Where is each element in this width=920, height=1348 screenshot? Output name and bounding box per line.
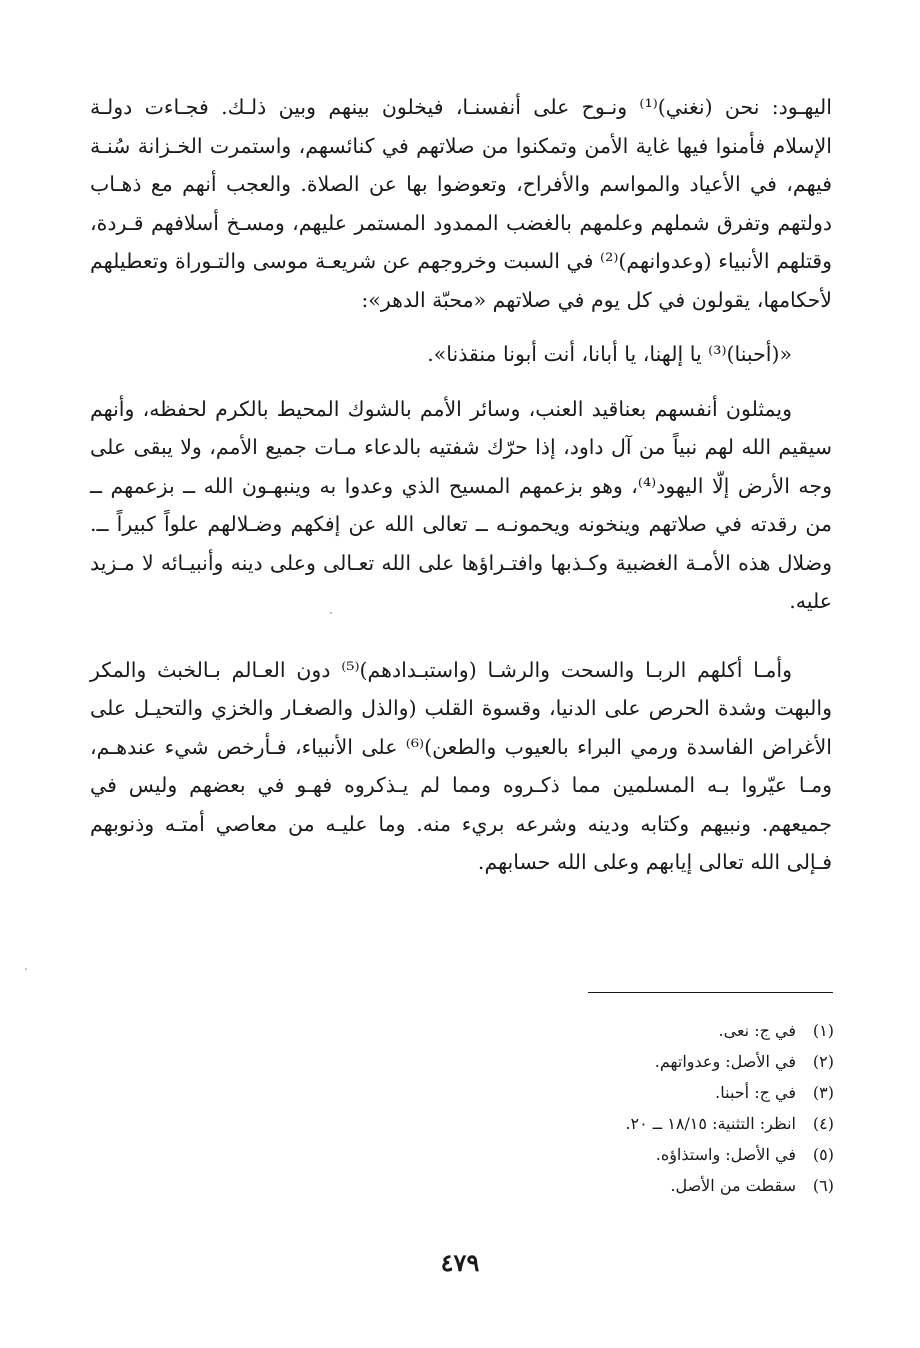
footnote-text: في الأصل: وعدواتهم. xyxy=(654,1052,796,1071)
footnote-item xyxy=(440,1015,834,1046)
paragraph-2: ويمثلون أنفسهم بعناقيد العنب، وسائر الأمم بالشوك المحيط بالكرم لحفظه، وأنهم سيقيم الله لهم نبياً من آل داود، إذا حرّك شفتيه بالدعاء مـات جميع الأمم، ولا يبقى على وجه الأرض إلّا اليهود⁽⁴⁾، وهو بزعمهم المسيح الذي وعدوا به وينبهـون الله ــ بزعمهم ــ من رقدته في صلاتهم وينخونه ويحمونـه ــ تعالى الله عن إفكهم وضـلالهم علواً كبيراً ــ. وضلال هذه الأمـة الغضبية وكـذبها وافتـراؤها على الله تعـالى وعلى دينه وأنبيـائه لا مـزيد عليه. xyxy=(90,396,832,613)
footnote-text: في الأصل: واستذاؤه. xyxy=(655,1145,796,1164)
main-text-body xyxy=(90,88,832,882)
footnote-divider xyxy=(588,992,833,993)
scan-speck xyxy=(25,968,27,970)
footnote-number: (٢) xyxy=(812,1052,834,1071)
spacer xyxy=(90,621,832,651)
spacer xyxy=(90,319,832,335)
footnote-text: في ج: نعى. xyxy=(718,1021,796,1040)
scan-speck xyxy=(330,612,332,614)
spacer xyxy=(90,374,832,390)
footnote-number: (١) xyxy=(812,1021,834,1040)
footnote-text: في ج: أحبنا. xyxy=(715,1083,796,1102)
footnote-item xyxy=(440,1046,834,1077)
footnote-number: (٦) xyxy=(812,1176,834,1195)
footnote-text: سقطت من الأصل. xyxy=(670,1176,796,1195)
footnote-number: (٣) xyxy=(812,1083,834,1102)
footnote-item xyxy=(440,1139,834,1170)
footnote-item xyxy=(440,1108,834,1139)
footnote-item xyxy=(440,1170,834,1201)
paragraph-3: وأمـا أكلهم الربـا والسحت والرشـا (واستبـدادهم)⁽⁵⁾ دون العـالم بـالخبث والمكر والبهت وشدة الحرص على الدنيا، وقسوة القلب (والذل والصغـار والخزي والتحيـل على الأغراض الفاسدة ورمي البراء بالعيوب والطعن)⁽⁶⁾ على الأنبياء، فـأرخص شيء عندهـم، ومـا عيّروا بـه المسلمين مما ذكـروه ومما لم يـذكروه فهـو في بعضهم وليس في جميعهم. ونبيهم وكتابه ودينه وشرعه بريء منه. وما عليـه من معاصي أمتـه وذنوبهم فـإلى الله تعالى إيابهم وعلى الله حسابهم. xyxy=(90,657,832,874)
footnote-number: (٤) xyxy=(812,1114,834,1133)
footnote-item xyxy=(440,1077,834,1108)
footnote-text: انظر: التثنية: ١٨/١٥ ــ ٢٠. xyxy=(625,1114,796,1133)
paragraph-1: اليهـود: نحن (نغني)⁽¹⁾ ونـوح على أنفسنـا، فيخلون بينهم وبين ذلـك. فجـاءت دولـة الإسلام فأمنوا فيها غاية الأمن وتمكنوا من صلاتهم في كنائسهم، واستمرت الخـزانة سُنـة فيهم، في الأعياد والمواسم والأفراح، وتعوضوا بها عن الصلاة. والعجب أنهم مع ذهـاب دولتهم وتفرق شملهم وعلمهم بالغضب الممدود المستمر عليهم، ومسـخ أسلافهم قـردة، وقتلهم الأنبياء (وعدوانهم)⁽²⁾ في السبت وخروجهم عن شريعـة موسى والتـوراة وتعطيلهم لأحكامها، يقولون في كل يوم في صلاتهم «محبّة الدهر»: xyxy=(90,95,833,312)
footnote-number: (٥) xyxy=(812,1145,834,1164)
quote-line: «(أحبنا)⁽³⁾ يا إلهنا، يا أبانا، أنت أبونا منقذنا». xyxy=(427,342,792,366)
page-number: ٤٧٩ xyxy=(440,1248,480,1277)
footnotes-list xyxy=(440,1015,834,1201)
